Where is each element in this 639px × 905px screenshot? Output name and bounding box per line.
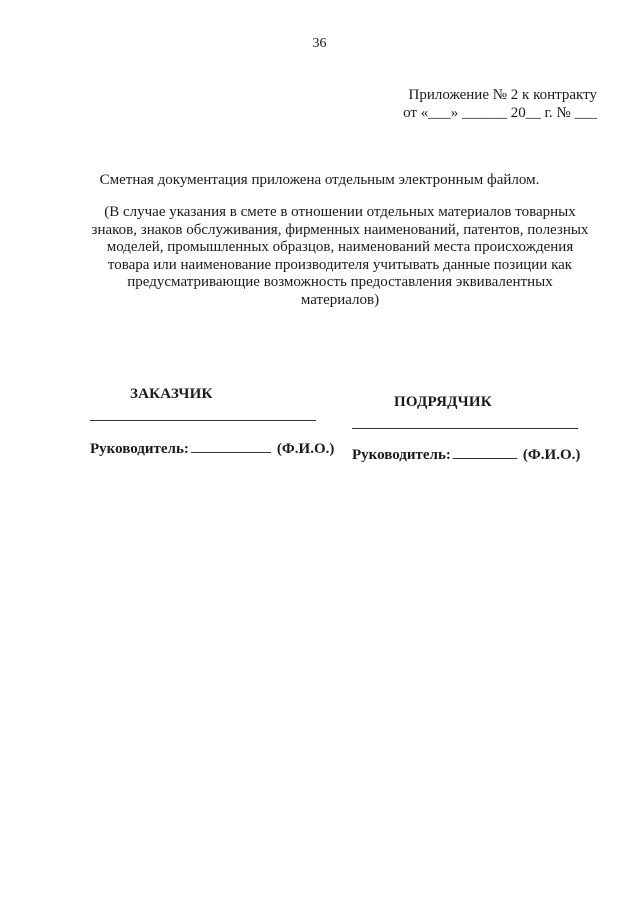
note-line: предусматривающие возможность предоставления эквивалентных [127, 274, 553, 290]
customer-fio-label: (Ф.И.О.) [276, 441, 335, 457]
note-line: моделей, промышленных образцов, наименований места происхождения [106, 239, 574, 255]
note-line: материалов) [300, 291, 380, 308]
contractor-head-blank [453, 446, 517, 459]
estimate-statement: Сметная документация приложена отдельным электронным файлом. [99, 172, 540, 188]
note-line: товара или наименование производителя учитывать данные позиции как [107, 256, 573, 273]
customer-signature-line [90, 420, 316, 421]
customer-head-label: Руководитель: [90, 441, 189, 457]
contractor-fio-label: (Ф.И.О.) [522, 447, 581, 463]
appendix-contract-ref: от «___» ______ 20__ г. № ___ [403, 105, 597, 121]
appendix-title: Приложение № 2 к контракту [408, 87, 597, 103]
appendix-block [403, 86, 597, 122]
customer-head-blank [191, 440, 271, 453]
contractor-head-row [352, 446, 580, 464]
note-line: знаков, знаков обслуживания, фирменных наименований, патентов, полезных [91, 221, 589, 238]
customer-title: ЗАКАЗЧИК [130, 386, 213, 402]
contractor-head-label: Руководитель: [352, 447, 451, 463]
contractor-signature-line [352, 428, 578, 429]
note-line: (В случае указания в смете в отношении отдельных материалов товарных [104, 204, 576, 220]
contractor-title: ПОДРЯДЧИК [394, 394, 492, 410]
note-paragraph [80, 204, 600, 309]
customer-head-row [90, 440, 334, 458]
page-number: 36 [312, 36, 327, 51]
